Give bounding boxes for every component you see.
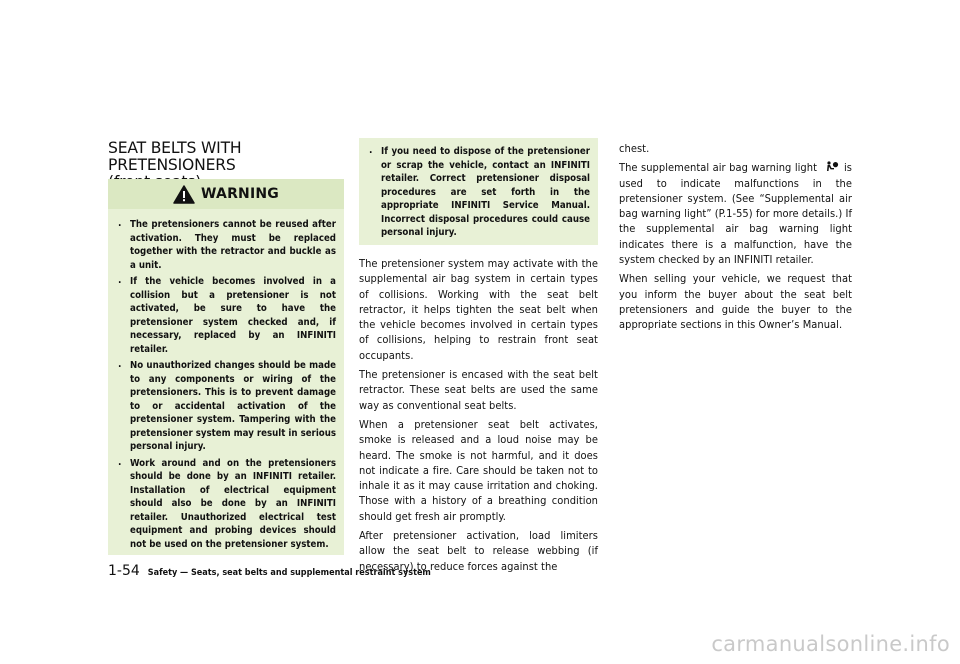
paragraph: After pretensioner activation, load limiters allow the seat belt to release webbing (if necessary) to reduce forces against the [359,529,598,573]
paragraph: chest. [619,142,650,155]
paragraph: When a pretensioner seat belt activates, smoke is released and a loud noise may be heard. The smoke is not harmful, and it does not indicate a fire. Care should be taken not to inhale it as it may cause irritation and choking. Those with a history of a breathing condition should get fresh air promptly. [359,417,598,523]
warning-box [108,179,344,555]
footer-section-name: Safety — Seats, seat belts and supplemental restraint system [147,568,431,578]
airbag-warning-light-icon [825,161,839,172]
warning-box-continued [359,138,598,245]
warning-item: . If you need to dispose of the pretensioner or scrap the vehicle, contact an INFINITI retailer. Correct pretensioner disposal procedures are set forth in the appropriate INFINITI Service Manual. Incorrect disposal procedures could cause personal injury. [369,145,590,238]
warning-item: . No unauthorized changes should be made to any components or wiring of the pretensioners. This is to prevent damage to or accidental activation of the pretensioner system. Tampering with the pretensioner system may result in serious personal injury. [118,359,336,452]
watermark: carmanualsonline.info [711,632,950,656]
page-footer [108,563,608,579]
paragraph: When selling your vehicle, we request that you inform the buyer about the seat belt pretensioners and guide the buyer to the appropriate sections in this Owner’s Manual. [619,272,852,332]
warning-item: . Work around and on the pretensioners should be done by an INFINITI retailer. Installation of electrical equipment should also be done by an INFINITI retailer. Unauthorized electrical test equipment and probing devices should not be used on the pretensioner system. [118,456,336,550]
warning-triangle-icon [173,185,195,204]
paragraph: The pretensioner is encased with the seat belt retractor. These seat belts are used the same way as conventional seat belts. [359,368,598,412]
body-column-2 [359,256,598,578]
page-number: 1-54 [108,563,140,579]
warning-list [108,209,344,551]
warning-header [108,179,344,209]
warning-item: . The pretensioners cannot be reused after activation. They must be replaced together with the retractor and buckle as a unit. [118,218,336,271]
warning-list-continued [359,138,598,240]
section-title-line1: SEAT BELTS WITH PRETENSIONERS [108,139,242,174]
warning-item: . If the vehicle becomes involved in a collision but a pretensioner is not activated, be sure to have the pretensioner system checked and, if necessary, replaced by an INFINITI retailer. [118,275,336,355]
warning-label: WARNING [201,186,279,202]
paragraph: The pretensioner system may activate with the supplemental air bag system in certain types of collisions. Working with the seat belt retractor, it helps tighten the seat belt when the vehicle becomes involved in certain types of collisions, helping to restrain front seat occupants. [359,257,598,362]
paragraph-airbag-light: The supplemental air bag warning light is used to indicate malfunctions in the pretensioner system. (See “Supplemental air bag warning light” (P.1-55) for more details.) If the supplemental air bag warning light indicates there is a malfunction, have the system checked by an INFINITI retailer. [619,161,852,267]
body-column-3 [619,141,852,337]
